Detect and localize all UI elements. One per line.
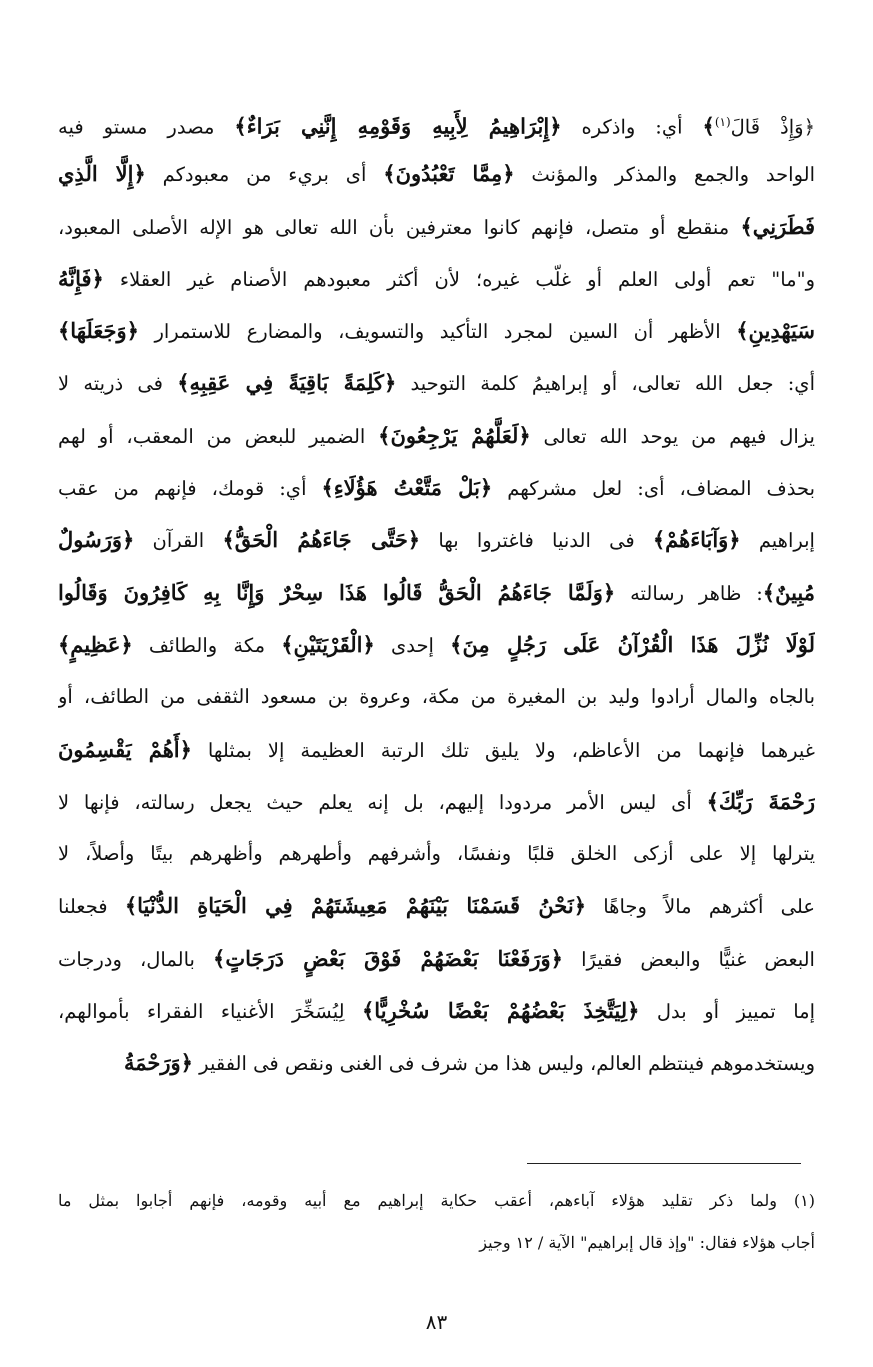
quran-quote: ﴿وَرَسُولٌ [58, 527, 135, 553]
commentary-text: أي: قومك، فإنهم من عقب [58, 477, 322, 501]
commentary-text: بحذف المضاف، أى: لعل مشركهم [492, 477, 815, 501]
text-line [58, 776, 815, 828]
text-line [58, 462, 815, 514]
commentary-text: ﴿وَإِذْ قَالَ [730, 115, 815, 139]
text-line [58, 724, 815, 776]
quran-quote: ﴿حَتَّى جَاءَهُمُ الْحَقُّ﴾ [222, 527, 421, 553]
quran-quote: ﴿وَجَعَلَهَا﴾ [58, 318, 139, 344]
footnote-marker: (١) [714, 115, 731, 129]
commentary-text: بالمال، ودرجات [58, 947, 214, 971]
quran-quote: فَطَرَنِي﴾ [740, 213, 815, 239]
main-text [58, 96, 815, 1090]
footnote-line: (١) ولما ذكر تقليد هؤلاء آباءهم، أعقب حكاية إبراهيم مع أبيه وقومه، فإنهم أجابوا بمثل ما [58, 1191, 815, 1210]
quran-quote: ﴿بَلْ مَتَّعْتُ هَؤُلَاءِ﴾ [321, 475, 493, 501]
commentary-text: فى ذريته لا [58, 372, 178, 396]
commentary-text: غيرهما فإنهما من الأعاظم، ولا يليق تلك الرتبة العظيمة إلا بمثلها [191, 738, 815, 762]
quran-quote: ﴿وَآبَاءَهُمْ﴾ [652, 527, 741, 553]
quran-quote: مُبِينٌ﴾ [762, 579, 815, 605]
quran-quote: ﴿لَعَلَّهُمْ يَرْجِعُونَ﴾ [378, 422, 531, 448]
commentary-text: أي: واذكره [561, 115, 703, 139]
text-line [58, 933, 815, 985]
commentary-text: يزال فيهم من يوحد الله تعالى [530, 424, 815, 448]
quran-quote: ﴿وَلَمَّا جَاءَهُمُ الْحَقُّ قَالُوا هَذَا سِحْرٌ وَإِنَّا بِهِ كَافِرُونَ وَقَالُوا [58, 579, 616, 605]
text-line [58, 148, 815, 200]
quran-quote: ﴿مِمَّا تَعْبُدُونَ﴾ [383, 161, 515, 187]
quran-quote: ﴿وَرَحْمَةُ [124, 1050, 193, 1076]
commentary-text: ويستخدموهم فينتظم العالم، وليس هذا من شرف فى الغنى ونقص فى الفقير [192, 1052, 815, 1076]
text-line [58, 1037, 815, 1089]
commentary-text: أى بريء من معبودكم [145, 163, 384, 187]
quran-quote: ﴿الْقَرْيَتَيْنِ﴾ [281, 631, 375, 657]
commentary-text: بالجاه والمال أرادوا وليد بن المغيرة من مكة، وعروة بن مسعود الثقفى من الطائف، أو [58, 685, 815, 709]
quran-quote: ﴿كَلِمَةً بَاقِيَةً فِي عَقِبِهِ﴾ [177, 370, 397, 396]
text-line [58, 253, 815, 305]
text-line [58, 514, 815, 566]
commentary-text: إبراهيم [740, 529, 815, 553]
footnote-line: أجاب هؤلاء فقال: "وإذ قال إبراهيم" الآية / ١٢ وجيز [479, 1233, 815, 1252]
commentary-text: إما تمييز أو بدل [639, 1000, 815, 1024]
commentary-text: مصدر مستو فيه [58, 115, 235, 139]
quran-quote: ﴿أَهُمْ يَقْسِمُونَ [58, 736, 192, 762]
text-line [58, 985, 815, 1037]
quran-quote: ﴿إِبْرَاهِيمُ لِأَبِيهِ وَقَوْمِهِ إِنَّنِي بَرَاءٌ﴾ [234, 113, 562, 139]
quran-quote: ﴿نَحْنُ قَسَمْنَا بَيْنَهُمْ مَعِيشَتَهُمْ فِي الْحَيَاةِ الدُّنْيَا﴾ [124, 893, 587, 919]
commentary-text: الأظهر أن السين لمجرد التأكيد والتسويف، والمضارع للاستمرار [138, 320, 737, 344]
commentary-text: القرآن [134, 529, 223, 553]
commentary-text: الضمير للبعض من المعقب، أو لهم [58, 424, 379, 448]
commentary-text: فجعلنا [58, 895, 125, 919]
text-line [58, 828, 815, 880]
commentary-text: أى ليس الأمر مردودا إليهم، بل إنه يعلم حيث يجعل رسالته، فإنها لا [58, 790, 707, 814]
quran-quote: ﴿عَظِيمٍ﴾ [58, 631, 133, 657]
commentary-text: و"ما" تعم أولى العلم أو غلّب غيره؛ لأن أكثر معبودهم الأصنام غير العقلاء [103, 267, 815, 291]
commentary-text: أي: جعل الله تعالى، أو إبراهيمُ كلمة التوحيد [396, 372, 815, 396]
commentary-text: على أكثرهم مالاً وجاهًا [586, 895, 815, 919]
quran-quote: رَحْمَةَ رَبِّكَ﴾ [706, 788, 815, 814]
quran-quote: ﴿وَرَفَعْنَا بَعْضَهُمْ فَوْقَ بَعْضٍ دَرَجَاتٍ﴾ [213, 945, 563, 971]
commentary-text: منقطع أو متصل، فإنهم كانوا معترفين بأن الله تعالى هو الإله الأصلى المعبود، [58, 215, 741, 239]
commentary-text: لِيُسَخِّرَ الأغنياء الفقراء بأموالهم، [58, 1000, 362, 1024]
quran-quote: ﴿إِلَّا الَّذِي [58, 161, 146, 187]
quran-quote: لَوْلَا نُزِّلَ هَذَا الْقُرْآنُ عَلَى رَجُلٍ مِنَ﴾ [450, 631, 815, 657]
commentary-text: : ظاهر رسالته [615, 581, 763, 605]
text-line [58, 201, 815, 253]
commentary-text: الواحد والجمع والمذكر والمؤنث [514, 163, 815, 187]
text-line [58, 671, 815, 723]
quran-quote: سَيَهْدِينِ﴾ [736, 318, 815, 344]
commentary-text: فى الدنيا فاغتروا بها [420, 529, 653, 553]
text-line [58, 410, 815, 462]
text-line [58, 619, 815, 671]
text-line [58, 96, 815, 148]
quran-quote: ﴿لِيَتَّخِذَ بَعْضُهُمْ بَعْضًا سُخْرِيًّا﴾ [362, 998, 640, 1024]
quran-quote: ﴾ [702, 113, 715, 139]
text-line [58, 357, 815, 409]
quran-quote: ﴿فَإِنَّهُ [58, 265, 104, 291]
commentary-text: يترلها إلا على أزكى الخلق قلبًا ونفسًا، وأشرفهم وأطهرهم وأظهرهم بيتًا وأصلاً، لا [58, 842, 815, 866]
text-line [58, 880, 815, 932]
text-line [58, 305, 815, 357]
footnotes [58, 1180, 815, 1264]
commentary-text: إحدى [374, 633, 451, 657]
commentary-text: مكة والطائف [132, 633, 282, 657]
commentary-text: البعض غنيًّا والبعض فقيرًا [562, 947, 815, 971]
footnote-divider [527, 1163, 801, 1164]
page-number: ٨٣ [425, 1310, 448, 1334]
text-line [58, 567, 815, 619]
